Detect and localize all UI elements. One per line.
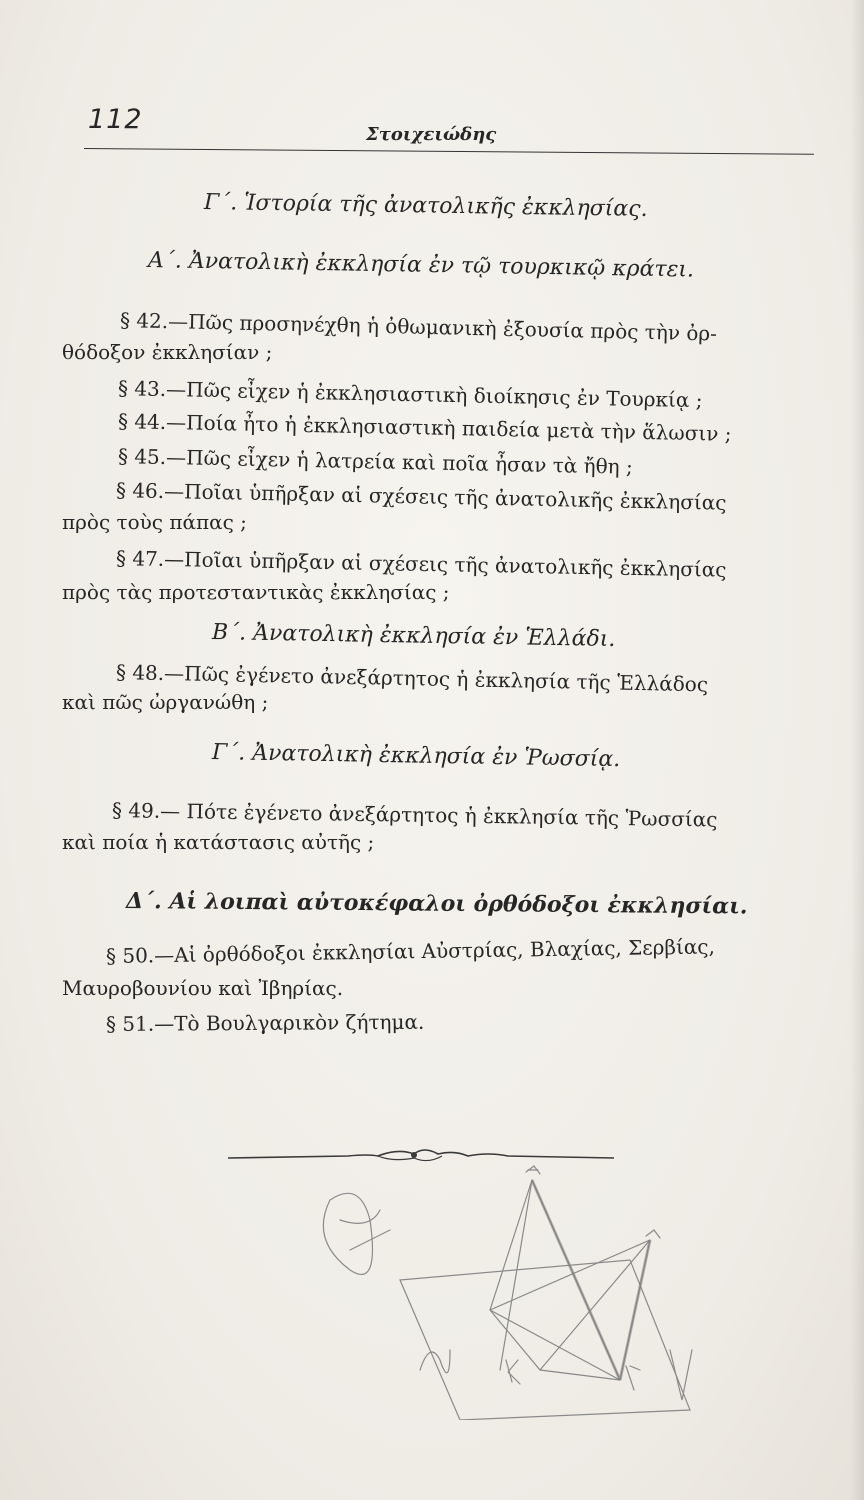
question-47-line-2: πρὸς τὰς προτεσταντικὰς ἐκκλησίας ; <box>62 580 450 604</box>
subsection-heading-beta: Β΄. Ἀνατολικὴ ἐκκλησία ἐν Ἑλλάδι. <box>211 620 616 653</box>
question-47-line-1: § 47.—Ποῖαι ὑπῆρξαν αἱ σχέσεις τῆς ἀνατολικῆς ἐκκλησίας <box>115 546 727 582</box>
pencil-geometry-sketch <box>290 1160 730 1420</box>
header-rule <box>84 148 814 155</box>
question-51: § 51.—Τὸ Βουλγαρικὸν ζήτημα. <box>105 1009 425 1036</box>
question-48-line-1: § 48.—Πῶς ἐγένετο ἀνεξάρτητος ἡ ἐκκλησία τῆς Ἑλλάδος <box>115 660 709 697</box>
question-48-line-2: καὶ πῶς ὠργανώθη ; <box>62 690 269 714</box>
page-header <box>84 98 814 158</box>
page-edge-shadow <box>850 0 864 1500</box>
question-49-line-1: § 49.— Πότε ἐγένετο ἀνεξάρτητος ἡ ἐκκλησία τῆς Ῥωσσίας <box>111 798 718 832</box>
subsection-heading-delta: Δ΄. Αἱ λοιπαὶ αὐτοκέφαλοι ὀρθόδοξοι ἐκκλησίαι. <box>125 888 748 920</box>
question-50-line-2: Μαυροβουνίου καὶ Ἰβηρίας. <box>62 976 344 1000</box>
question-46-line-1: § 46.—Ποῖαι ὑπῆρξαν αἱ σχέσεις τῆς ἀνατολικῆς ἐκκλησίας <box>115 478 727 515</box>
page-number: 112 <box>88 104 143 135</box>
question-45: § 45.—Πῶς εἶχεν ἡ λατρεία καὶ ποῖα ἦσαν τὰ ἤθη ; <box>117 444 634 479</box>
question-46-line-2: πρὸς τοὺς πάπας ; <box>62 510 247 534</box>
question-43: § 43.—Πῶς εἶχεν ἡ ἐκκλησιαστικὴ διοίκησις ἐν Τουρκίᾳ ; <box>117 376 703 413</box>
question-42-line-2: θόδοξον ἐκκλησίαν ; <box>62 340 273 364</box>
question-42-line-1: § 42.—Πῶς προσηνέχθη ἡ ὀθωμανικὴ ἐξουσία πρὸς τὴν ὀρ- <box>119 308 718 346</box>
subsection-heading-gamma: Γ΄. Ἀνατολικὴ ἐκκλησία ἐν Ῥωσσίᾳ. <box>211 740 621 773</box>
running-head: Στοιχειώδης <box>366 124 497 145</box>
question-50-line-1: § 50.—Αἱ ὀρθόδοξοι ἐκκλησίαι Αὐστρίας, Βλαχίας, Σερβίας, <box>105 934 716 968</box>
question-49-line-2: καὶ ποία ἡ κατάστασις αὐτῆς ; <box>62 830 375 854</box>
section-heading-gamma: Γ΄. Ἱστορία τῆς ἀνατολικῆς ἐκκλησίας. <box>203 190 648 222</box>
question-44: § 44.—Ποία ἦτο ἡ ἐκκλησιαστικὴ παιδεία μετὰ τὴν ἅλωσιν ; <box>117 409 732 446</box>
subsection-heading-alpha: Α΄. Ἀνατολικὴ ἐκκλησία ἐν τῷ τουρκικῷ κράτει. <box>147 248 695 283</box>
